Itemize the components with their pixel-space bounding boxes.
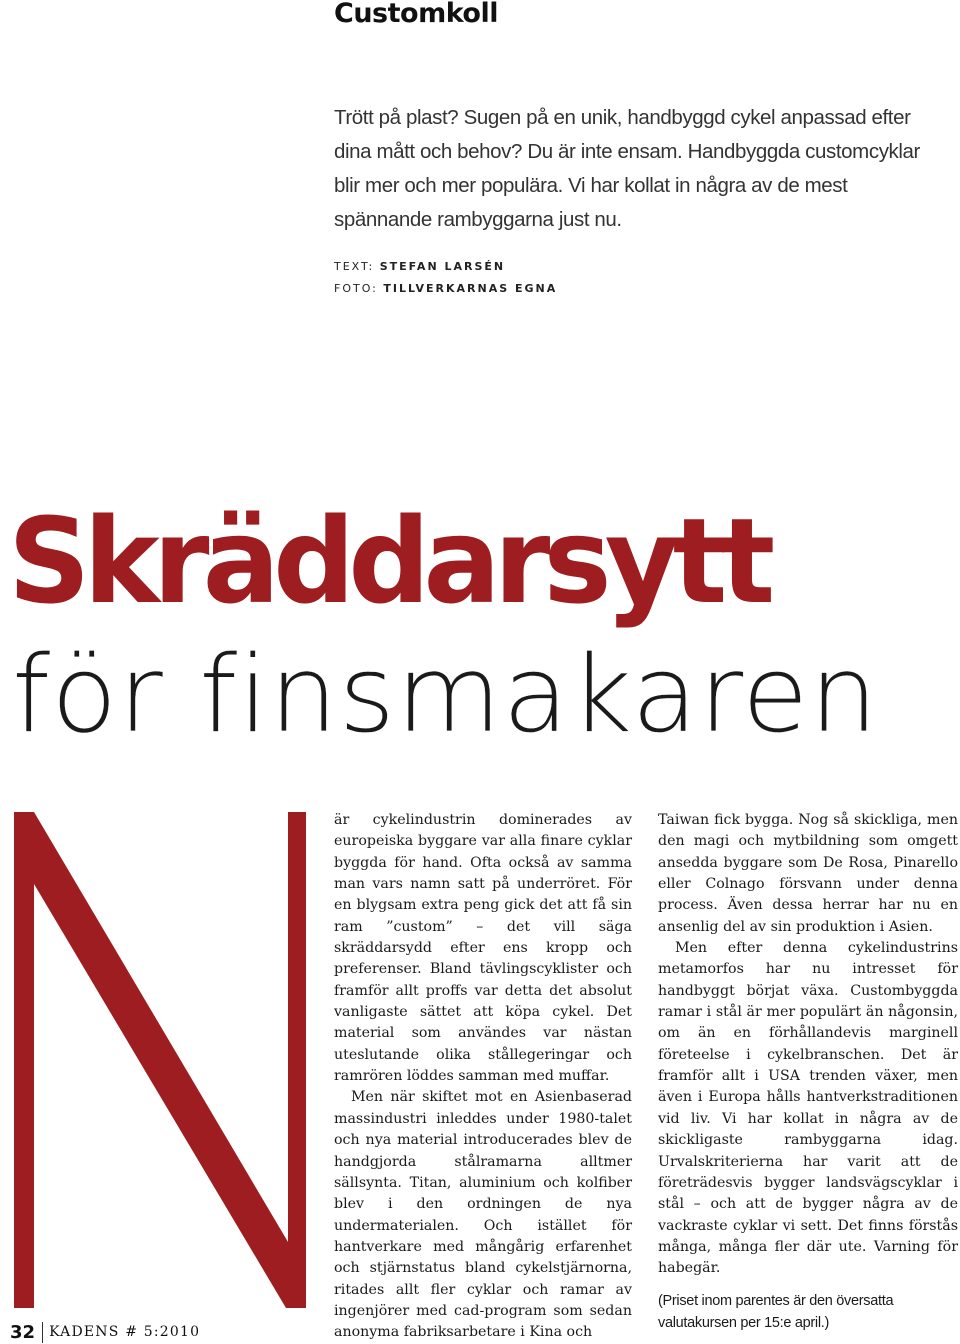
photo-credit-name: TILLVERKARNAS EGNA — [383, 282, 558, 295]
text-credit-role: TEXT: — [334, 260, 375, 273]
body-paragraph: Men efter denna cykelindustrins metamorfos har nu intresset för handbyggt börjat växa. Custombyggda ramar i stål är mer populärt än någonsin, om än en förhållandevis marginell företeelse i cykelbranschen. Det är framför allt i USA trenden växer, men även i Europa hålls hantverkstraditionen vid liv. Vi har kollat in några av de skickligaste rambyggarna idag. Urvalskriterierna har varit att de företrädesvis bygger landsvägscyklar i stål – och att de bygger några av de vackraste cyklar vi sett. Det finns förstås många, många fler där ute. Varning för habegär. — [658, 940, 958, 1277]
price-note: (Priset inom parentes är den översatta valutakursen per 15:e april.) — [658, 1292, 894, 1331]
headline: Skräddarsytt — [8, 492, 769, 630]
folio — [10, 1320, 200, 1344]
drop-cap-n — [14, 812, 314, 1308]
page-number: 32 — [10, 1322, 43, 1343]
body-paragraph: Taiwan fick bygga. Nog så skickliga, men den magi och mytbildning som omgett ansedda byggare som De Rosa, Pinarello eller Colnago försvann under denna process. Även dessa herrar har nu en ansenlig del av sin produktion i Asien. — [658, 812, 958, 935]
body-column-2 — [658, 810, 958, 1334]
photo-credit — [334, 278, 557, 300]
body-paragraph: är cykelindustrin dominerades av europeiska byggare var alla finare cyklar byggda för hand. Ofta också av samma man vars namn satt på underröret. För en blygsam extra peng gick det att få sin ram ”custom” – det vill säga skräddarsydd efter ens kropp och preferenser. Bland tävlingscyklister och framför allt proffs var detta det absolut vanligaste sättet att köpa cykel. Det material som användes var nästan uteslutande olika stållegeringar och ramrören löddes samman med muffar. — [334, 812, 632, 1085]
lead-paragraph: Trött på plast? Sugen på en unik, handbyggd cykel anpassad efter dina mått och behov? Du är inte ensam. Handbyggda customcyklar blir mer och mer populära. Vi har kollat in några av de mest spännande rambyggarna just nu. — [334, 106, 920, 231]
drop-cap-n-shape — [14, 812, 306, 1308]
text-credit-name: STEFAN LARSÉN — [379, 260, 506, 273]
byline — [334, 256, 557, 300]
text-credit — [334, 256, 557, 278]
section-label: Customkoll — [334, 0, 498, 29]
body-paragraph: Men när skiftet mot en Asienbaserad massindustri inleddes under 1980-talet och nya material introducerades blev de handgjorda stålramarna alltmer sällsynta. Titan, aluminium och kolfiber blev i den ordningen de nya undermaterialen. Och istället för hantverkare med mångårig erfarenhet och stjärnstatus bland cykelstjärnorna, ritades allt fler cyklar och ramar av ingenjörer med cad-program som sedan anonyma fabriksarbetare i Kina och — [334, 1089, 632, 1341]
subheadline: för finsmakaren — [12, 633, 879, 756]
magazine-issue: KADENS # 5:2010 — [49, 1324, 201, 1340]
body-column-1 — [334, 810, 632, 1344]
photo-credit-role: FOTO: — [334, 282, 378, 295]
